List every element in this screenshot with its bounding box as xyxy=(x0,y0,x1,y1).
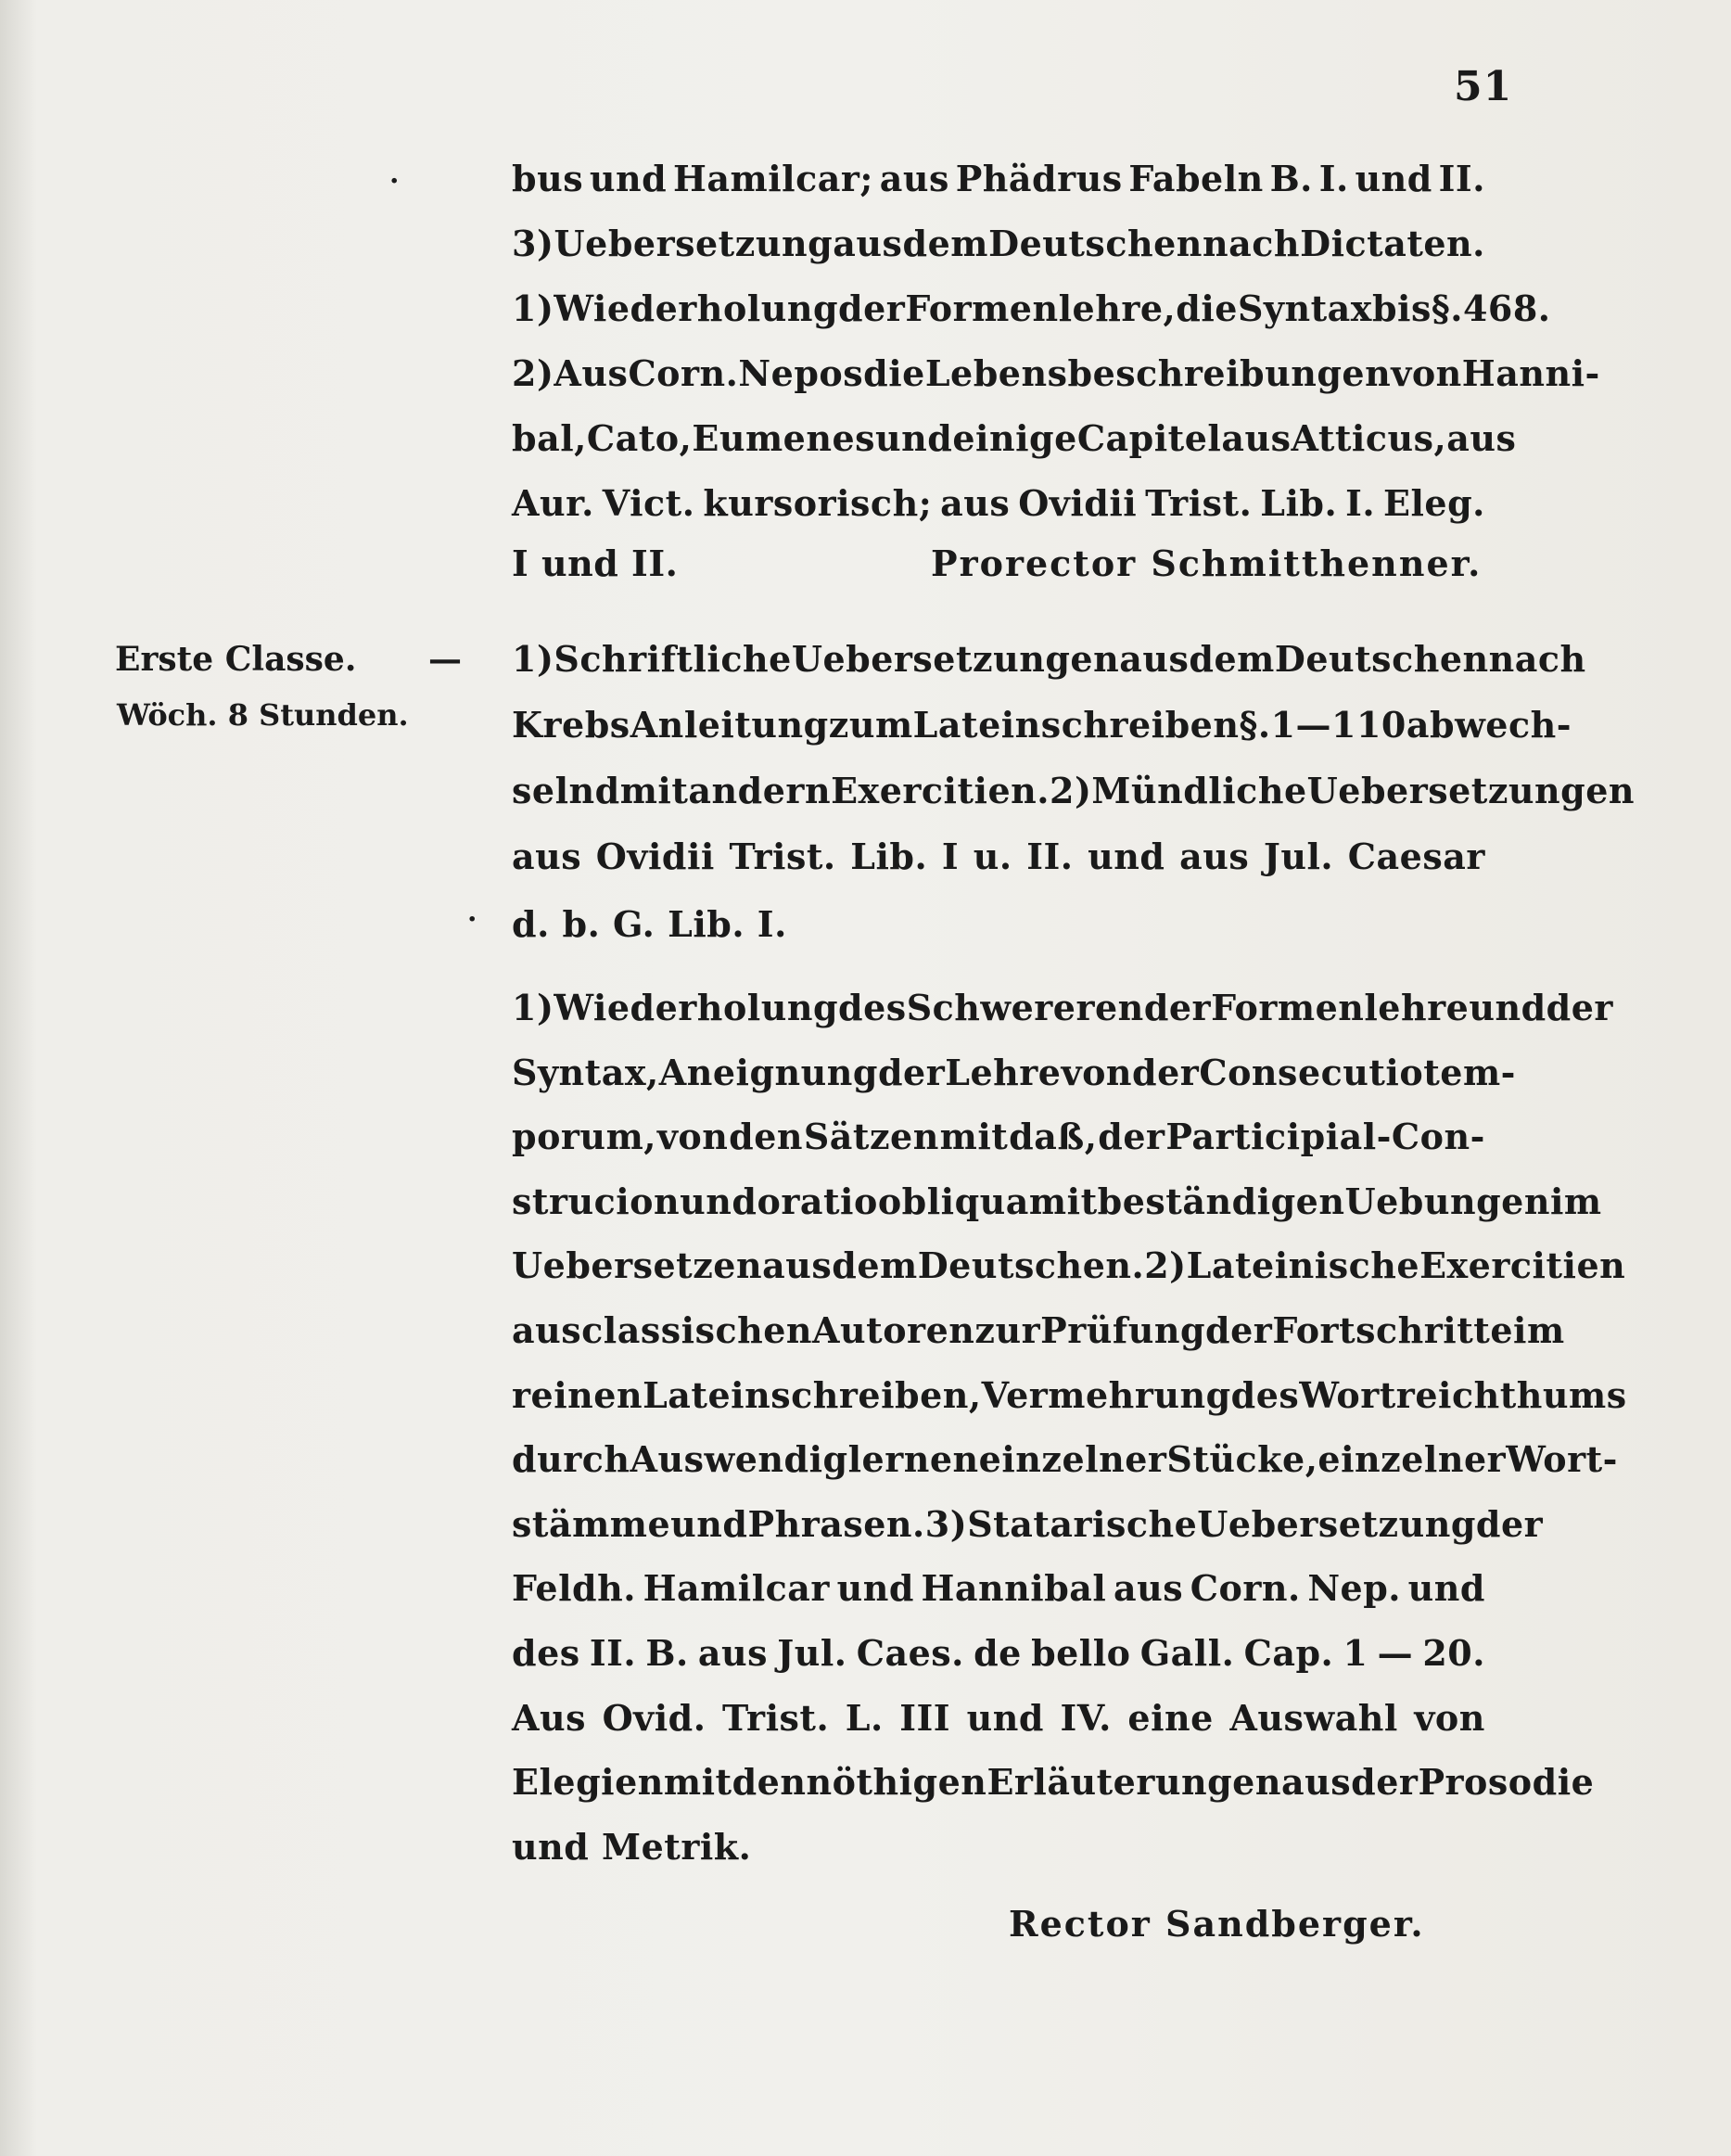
text-line: Feldh. Hamilcar und Hannibal aus Corn. Nep. und xyxy=(512,1567,1485,1610)
signature-prorector: Prorector Schmitthenner. xyxy=(931,542,1483,584)
signature-rector: Rector Sandberger. xyxy=(1009,1903,1425,1945)
text-line: aus Ovidii Trist. Lib. I u. II. und aus Jul. Caesar xyxy=(512,836,1485,877)
text-line: des II. B. aus Jul. Caes. de bello Gall. Cap. 1 — 20. xyxy=(512,1632,1485,1674)
text-line: stämme und Phrasen. 3) Statarische Uebersetzung der xyxy=(512,1502,1544,1545)
text-line: selnd mit andern Exercitien. 2) Mündliche Uebersetzungen xyxy=(512,770,1636,811)
text-line: strucion und oratio obliqua mit beständigen Uebungen im xyxy=(512,1180,1602,1222)
class-dash: — xyxy=(428,640,462,679)
margin-dot: . xyxy=(389,158,400,190)
class-label: Erste Classe. xyxy=(115,640,357,679)
text-line: Aur. Vict. kursorisch; aus Ovidii Trist. Lib. I. Eleg. xyxy=(512,482,1485,524)
text-line-start: I und II. xyxy=(512,542,679,584)
text-line: aus classischen Autoren zur Prüfung der Fortschritte im xyxy=(512,1309,1565,1351)
text-line: porum, von den Sätzen mit daß, der Participial-Con- xyxy=(512,1116,1485,1158)
text-line: Syntax, Aneignung der Lehre von der Consecutio tem- xyxy=(512,1051,1516,1093)
text-line: bal, Cato, Eumenes und einige Capitel aus Atticus, aus xyxy=(512,417,1517,459)
text-line: bus und Hamilcar; aus Phädrus Fabeln B. I. und II. xyxy=(512,158,1485,199)
text-line: reinen Lateinschreiben, Vermehrung des Wortreichthums xyxy=(512,1373,1627,1416)
text-line-end: d. b. G. Lib. I. xyxy=(512,903,787,945)
text-line: 3) Uebersetzung aus dem Deutschen nach Dictaten. xyxy=(512,223,1485,264)
page-number: 51 xyxy=(1454,63,1513,110)
text-line: Uebersetzen aus dem Deutschen. 2) Lateinische Exercitien xyxy=(512,1244,1626,1287)
text-line-end: und Metrik. xyxy=(512,1826,752,1868)
text-line: 1) Wiederholung der Formenlehre, die Syntax bis §. 468. xyxy=(512,287,1551,329)
text-line: 1) Wiederholung des Schwereren der Formenlehre und der xyxy=(512,987,1613,1028)
text-line: Elegien mit den nöthigen Erläuterungen aus der Prosodie xyxy=(512,1761,1595,1804)
weekly-hours: Wöch. 8 Stunden. xyxy=(117,697,409,733)
text-line: Krebs Anleitung zum Lateinschreiben §. 1 — 110 abwech- xyxy=(512,704,1572,746)
margin-dot: · xyxy=(467,903,477,936)
text-line: durch Auswendiglernen einzelner Stücke, einzelner Wort- xyxy=(512,1438,1618,1481)
text-line: 2) Aus Corn. Nepos die Lebensbeschreibungen von Hanni- xyxy=(512,352,1600,394)
text-line: Aus Ovid. Trist. L. III und IV. eine Auswahl von xyxy=(512,1696,1485,1739)
text-line: 1) Schriftliche Uebersetzungen aus dem Deutschen nach xyxy=(512,638,1586,680)
